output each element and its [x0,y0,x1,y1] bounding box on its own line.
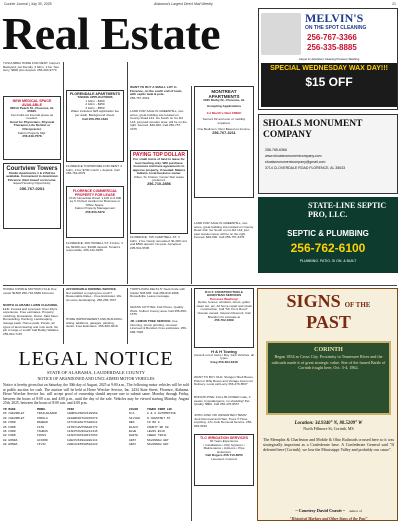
signs-location: Location: 34.9340° N, 88.5209° W North Fillmore St, Corinth, MS [294,421,363,431]
vehicle-cell: RANGER [37,421,48,425]
vehicle-cell: WHITE [129,434,139,438]
vehicle-cell: CREEK TRAIL [147,434,167,438]
vehicle-cell: 1HGCP26398A088111 [67,438,98,442]
ad-paying-top-dollar: PAYING TOP DOLLAR For small tracts of land to lease for bow hunting only. Will purchase insurance and have agreements to approve property, if needed. Mature Indians, local business owner. Killen, St. Florian, Center Star areas preferred. 256-710-2856 [130,150,188,234]
vehicle-cell: IMPALA [37,416,48,420]
stateline-phone: 256-762-6100 [290,241,366,255]
ad-shoals-monument [258,114,398,194]
ad-florence-howell: FLORENCE: 306 HOWELL ST. 4 bdrm, 3 ba, $1000 rent, $1000 deposit. Tenant's responsible. 256-412-0205 [66,242,123,253]
ad-hh-towing: H & H Towing (local & out of town) I Buy Junk Vehicles, all types Greg 256-394-6348 [194,350,254,364]
vehicle-col-header: VIN# [67,407,75,411]
vehicle-cell: CIVIC [37,443,47,447]
melvins-discount: $15 OFF [305,75,353,89]
vehicle-cell: FOCUS [37,434,47,438]
signs-title: SIGNS OF THE PAST [286,291,371,332]
vehicle-cell: 1FAFP53U36A212345 [67,430,98,433]
vehicle-cell: COUNTY RD 60 [147,425,169,429]
vehicle-cell: 96 FORD [3,421,16,425]
vehicle-cell: N/A [129,412,135,416]
shoals-name: SHOALS MONUMENT COMPANY [263,119,363,140]
ad-courtview-towers: Courtview Towers Studio Apartments 1 & 2 Bdrms available. Convenient to downtown Florence. Rent based on income. Equal Housing Opportunity 256-767-0201 [3,163,61,229]
ad-topps-knife: TOPPS PAPA DELTA 5" Neck Knife with holster $45 NIB. Call 256-810-1808 Russellville. Leave message. [130,288,185,299]
stateline-name: STATE-LINE SEPTIC PRO, LLC. [308,201,387,219]
legal-notice-sub: NOTICE OF ABANDONED AND UNCLAIMED MOTOR VEHICLES [37,376,155,381]
melvins-phone-2: 256-335-8885 [307,43,357,52]
ad-jr-lemon-tree: JR. LEMON TREE SERVICE: tree trimming, stump grinding, removal. Licensed & Bonded. Free estimates. 256-998-7028 [130,320,187,334]
ad-montreat-apartments: MONTREAT APARTMENTS 1035 Darby Dr., Florence, AL Accepting Applications 1st Month's Rent FREE! Seniors 62 and over or mobility impaired. One Bedroom, Rent Based on Income. 256-767-3211 [194,86,254,198]
legal-notice-state: STATE OF ALABAMA, LAUDERDALE COUNTY [46,370,145,375]
vehicle-cell: GRAY [129,443,137,447]
section-title: Real Estate [2,8,221,59]
vehicle-cell: 1FAFP34P32W197654 [67,434,98,438]
melvins-special-banner [261,63,397,107]
vehicle-cell: SAVANNAH HWY [147,438,169,442]
ad-florence-townhome: FLORENCE TOWNHOME FOR RENT. 2 bdrm, 2 ba, $700 month + deposit. Call 256-762-2879 [66,165,123,176]
melvins-special: SPECIAL WEDNESDAY WAX DAY!!! [270,65,388,72]
melvins-phone-1: 256-767-3366 [307,33,357,42]
vehicle-cell: 1GNDS13S652189958 [67,412,98,416]
ad-land-sale-greenhill-2: LAND FOR SALE IN GREENHILL, two acres, great building site located on County Road 144. Go South on Co Rd 144; just past wooden area; will be on the right. Fenced. $46,000. Call 256-757-3376 [194,222,254,240]
ad-want-to-buy-old: WANT TO BUY OLD: Shotgun Shell Boxes, Pistol or Rifle Boxes and Vintage Ammo for Delivery. Local call Larry 256-476-8537 [194,376,254,387]
legal-notice-body: Notice is hereby given that on Saturday, the 30th day of August, 2025 at 9:00 a.m., The following motor vehicles will be sold at public auction for cash. The auction will be held at Howe Wrecker Service, Inc. 2434 State Street, Florence, Alabama. Howe Wrecker Service Inc. will accept proof of ownership should anyone care to submit same. Monday through Friday, between the hours of 8:00 a.m. and 4:00 p.m., until the day of the sale. Vehicles may be viewed starting Monday, August 25th, 2025, between the hours of 8:00 a.m. and 4:00 p.m. [3,383,189,406]
vehicle-cell: 05 CHEVROLET [3,412,25,416]
vehicle-cell: TAURUS [37,430,48,433]
vehicle-row [3,443,189,447]
vehicle-cell: 05 FORD [3,425,16,429]
vehicle-cell: N CHESTNUT ST [147,416,171,420]
vehicle-cell: 09 HONDA [3,443,18,447]
vehicle-cell: SILVER [129,416,140,420]
melvins-sub: ON THE SPOT CLEANING [305,25,367,31]
vehicle-cell: 2G1WB58K789345678 [67,416,98,420]
ad-home-improvement: HOME IMPROVEMENT AND BUILDING: siding, additions, garages, painting, decks. Free Estimates. 256-383-3218 [66,318,123,329]
vehicle-cell: 1FTRX12W75NA06772 [67,425,98,429]
vehicle-col-header: MODEL [37,407,47,411]
vehicle-cell: BLACK [129,425,139,429]
ad-rot-construction: R.O.T. CONSTRUCTION & HANDYMAN SERVICES Pressure Washing! Decks, fences, windows, doors, gutter clean out, etc. All home repair and small construction. Call "Mr. Fix-It Rood" Veteran owned, Veteran Discount. Call Brandon for estimate at 256-762-0489 [194,288,254,348]
page-number: 21 [392,2,396,6]
melvins-name: MELVIN'S [305,11,364,25]
ad-melvins-cleaning [258,8,398,110]
vehicle-cell: TRAILBLAZER [37,412,57,416]
vehicle-cell: 08 CHEVROLET [3,416,25,420]
vehicle-col-header: TOWED FROM LOC [147,407,173,411]
ad-bonchi-pine: BONCHI-PINE: FULL BLOODED male, 3 weeks, hypoallergenic, no shedding! Pet Quality, $800. Call 256-476-8537 [194,396,251,407]
ad-florendale-apartments: FLORENDALE APARTMENTS TAKING APPLICATIONS 1 bdrm - $400 2 bdrm - $450 3 bdrm - $550 Water included. $25 application fee per adult. Background check. Call 256-766-1623 [66,90,124,162]
stateline-tag: PLUMBING. PATIO. SI ON. & BUILT [299,259,357,263]
ad-north-alabama-lawn: NORTH ALABAMA LAWN CLEANING, LLC. Insured and Licensed. Over 40yrs experience. Free estimates. Property mulching, Excavation, Dozer, Skid Steer. Remodeling, Painting, Landscaping. Garage pads, House pads, Ponds, all types of land clearing and rock work. No job to large or small! Call Bobby Wallace 256-810-7197 [3,304,59,336]
signs-credit: ~ Courtesy David Curott ~ author of "Historical Markers and Other Signs of the Past" [289,508,368,521]
vehicle-cell: F150 [37,425,45,429]
ad-john-junk: JOHN JUNK OR UNWANTED ITEMS! Junk Removal and Haul, Trees ® Hose anything. JJ's Junk Removal Service. 256-849-6916 [194,414,253,428]
ad-commercial-property: FLORENCE COMMERCIAL PROPERTY FOR LEASE 3716 Cloverdale Road. 1,100 to 6,600 sq ft. Perfect location for Business or Office Space. Kairos Property Management 256-656-5379 [66,186,124,238]
vehicle-cell: ACCORD [37,438,48,442]
vehicle-cell: 08 HONDA [3,438,18,442]
ad-state-line-septic [258,197,398,273]
ad-affordable-mowing: AFFORDABLE MOWING SERVICE Not satisfied or paying too much? Reasonable Rates - Free Estimates. We do some landscaping. 256-284-7937 [66,288,122,302]
vehicle-cell: GRAY [129,438,137,442]
header-publication: Courier Journal | July 30, 2025 [4,2,52,6]
vehicle-cell: LEWIS BLVD [147,430,166,433]
melvins-services: Carpet & Upholstery Cleaning Pressure Washing [298,57,360,61]
signs-of-the-past [257,288,398,521]
shoals-contact: 256-765-6366 www.shoalsmonumentcompany.com shoalsmonumentcompany@gmail.com 3714 CLOVERDALE ROAD FLORENCE, AL 35633 [265,148,346,170]
vehicle-cell: 06 FORD [3,430,16,433]
ad-grass-cutting: GRASS CUTTING: Fair Prices, Quality Work. Colbert County area. Call 256-656-1575 [130,306,187,317]
signs-body: The Memphis & Charleston and Mobile & Ohio Railroads crossed here so it was strategically important as a Confederate base. A Confederate General said "If defeated here [Corinth], we lose the Mississippi Valley and probably our cause". [263,437,394,452]
vehicle-cell: CO RD 8 [147,421,160,425]
vehicle-cell: 02 FORD [3,434,16,438]
vehicle-col-header: YR MAKE [3,407,16,411]
vehicle-cell: SAVANNAH HWY [147,443,169,447]
historical-marker: CORINTH Began 1854 as Cross City. Proximity to Tennessee River and the railroads made it of great strategic value. Site of the famed Battle of Corinth fought here, Oct. 3-4, 1862. [266,341,391,415]
vehicle-cell: BLUE [129,430,137,433]
ad-want-to-buy-lot: WANT TO BUY A SMALL LOT in Florence, on the south end of town, with septic tank & pole. 256-767-3619 [130,86,183,100]
cleaning-van-image [261,13,301,55]
ad-honda-motorcycle: HONDA CX500 E MOTORCYCLE One owner $1500 256-710-6689 Florence [3,288,57,295]
ad-new-medical-space: NEW MEDICAL SPACE AVAILABLE 3901A Peach St., Florence, AL 35630. Can build out internal space as needed. Great for Physicians, Physical Therapist, Life Dentist or Chiropractor. Kairos Property Mgt. 256-349-7578 [3,96,61,160]
ad-tlc-irrigation: TLC IRRIGATION SERVICES 30 Years Experience • Installations • Drip Systems • Maintenance • Add-ons • Pipe Extension Call Rogers 256-710-8050 Licensed • Insured [194,434,254,486]
ad-greenhill-land: LAND FOR SALE IN GREENHILL. two acres, great building site located on County Road 144. Go South on Co Rd 144; just past wooden area; will be on the right. Fenced. $46,000. Call 256-757-3376 [130,110,187,131]
ad-tuscumbia-rent: TUSCUMBIA HOME FOR RENT. Carport, Backyard, pet friendly, 3 bdrm, 2 ba. Two story, $900 plus deposit. 256-263-9770 [3,62,61,73]
legal-notice [3,348,189,518]
vehicle-cell: 2HGFA16559H502223 [67,443,98,447]
header-tagline: Alabama's Largest Direct Mail Weekly [154,2,213,6]
ad-campbell-st: FLORENCE: 705 CAMP BELL ST. 3 bdrm, 2 ba. Newly renovated. $1,000 rent and $500 deposit. No pets. Accepted. 205-541-5535 [130,236,187,250]
running-header [4,2,396,7]
vehicle-cell: 1FTCR10A8TTA00011 [67,421,98,425]
vehicle-cell: A & A AUTOMOTIVE [147,412,176,416]
vehicle-col-header: COLOR [129,407,139,411]
vehicle-cell: RED [129,421,135,425]
legal-notice-title: LEGAL NOTICE [18,348,174,370]
vehicle-table-body [3,412,189,447]
stateline-sub: SEPTIC & PLUMBING [287,229,369,238]
vehicle-table [3,408,189,448]
